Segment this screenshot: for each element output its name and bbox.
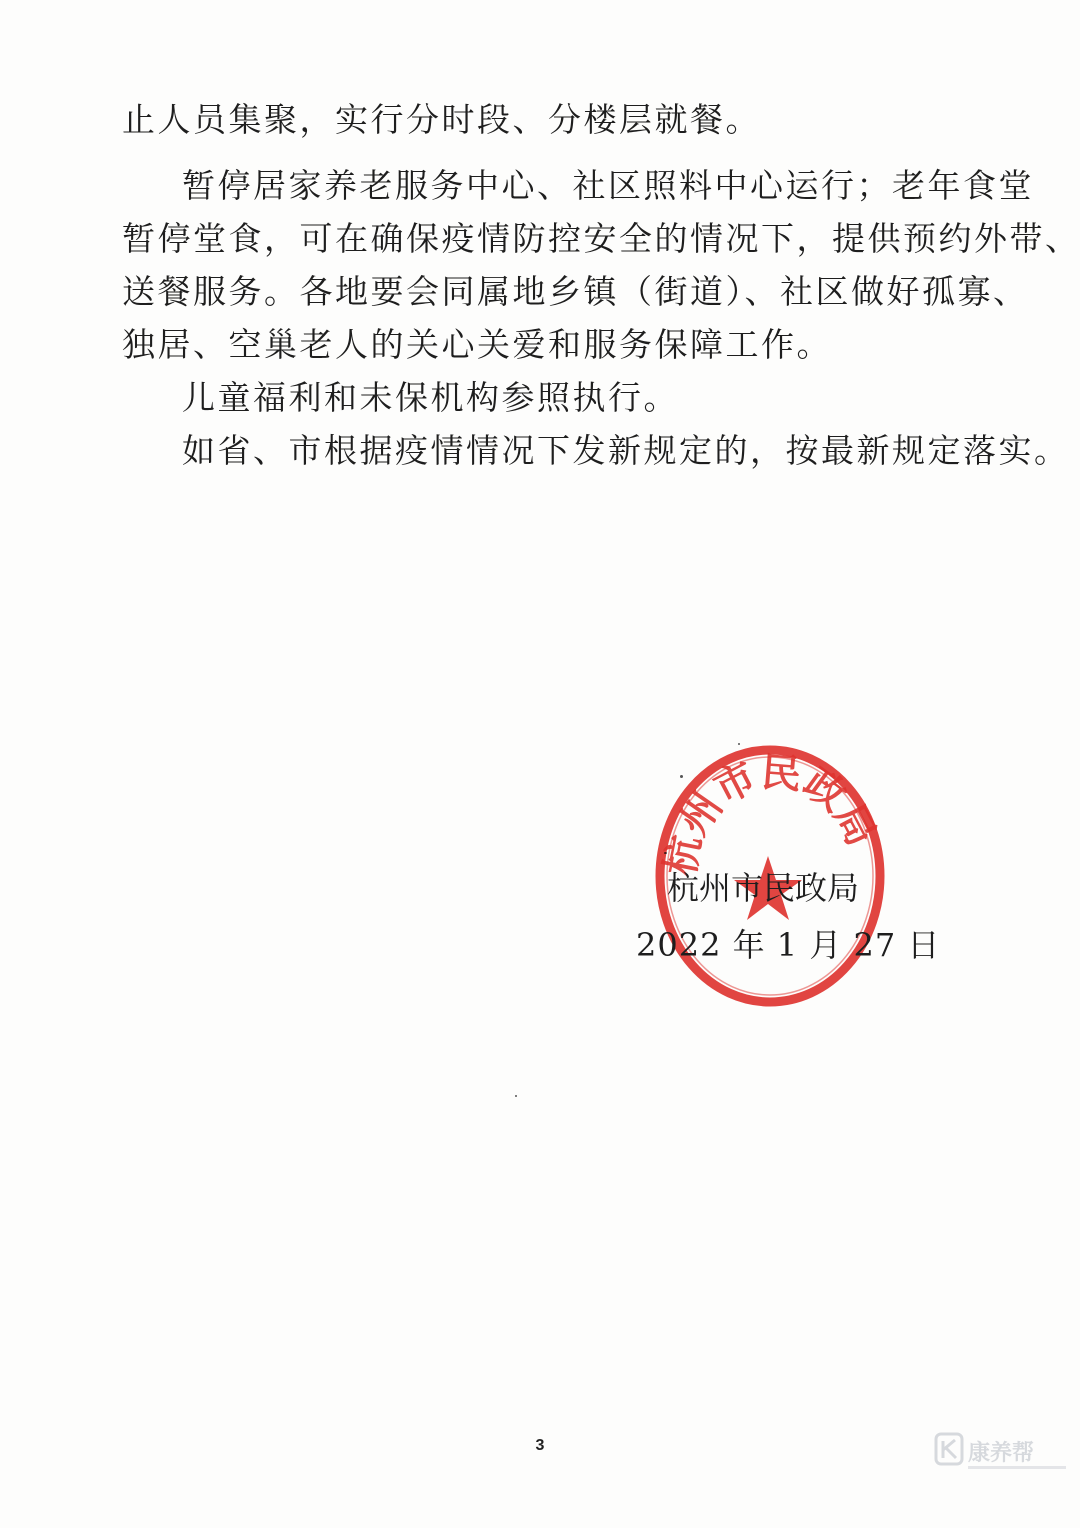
signature-date: 2022 年 1 月 27 日 [636, 926, 941, 964]
body-line-5: 独居、空巢老人的关心关爱和服务保障工作。 [122, 325, 832, 364]
watermark-logo [930, 1420, 1080, 1480]
svg-text:杭州市民政局: 杭州市民政局 [656, 748, 886, 880]
body-line-6: 儿童福利和未保机构参照执行。 [182, 378, 679, 417]
signature-org: 杭州市民政局 [667, 869, 860, 907]
body-line-3: 暂停堂食，可在确保疫情防控安全的情况下，提供预约外带、 [122, 219, 1080, 258]
scan-speck [515, 1095, 517, 1097]
body-line-2: 暂停居家养老服务中心、社区照料中心运行；老年食堂 [182, 166, 1034, 205]
body-line-4: 送餐服务。各地要会同属地乡镇（街道）、社区做好孤寡、 [122, 272, 1029, 311]
k-logo-icon [936, 1434, 962, 1464]
body-line-7: 如省、市根据疫情情况下发新规定的，按最新规定落实。 [182, 431, 1070, 470]
body-line-1: 止人员集聚，实行分时段、分楼层就餐。 [122, 100, 761, 139]
page-number: 3 [535, 1437, 545, 1454]
svg-text:康养帮: 康养帮 [968, 1441, 1035, 1466]
